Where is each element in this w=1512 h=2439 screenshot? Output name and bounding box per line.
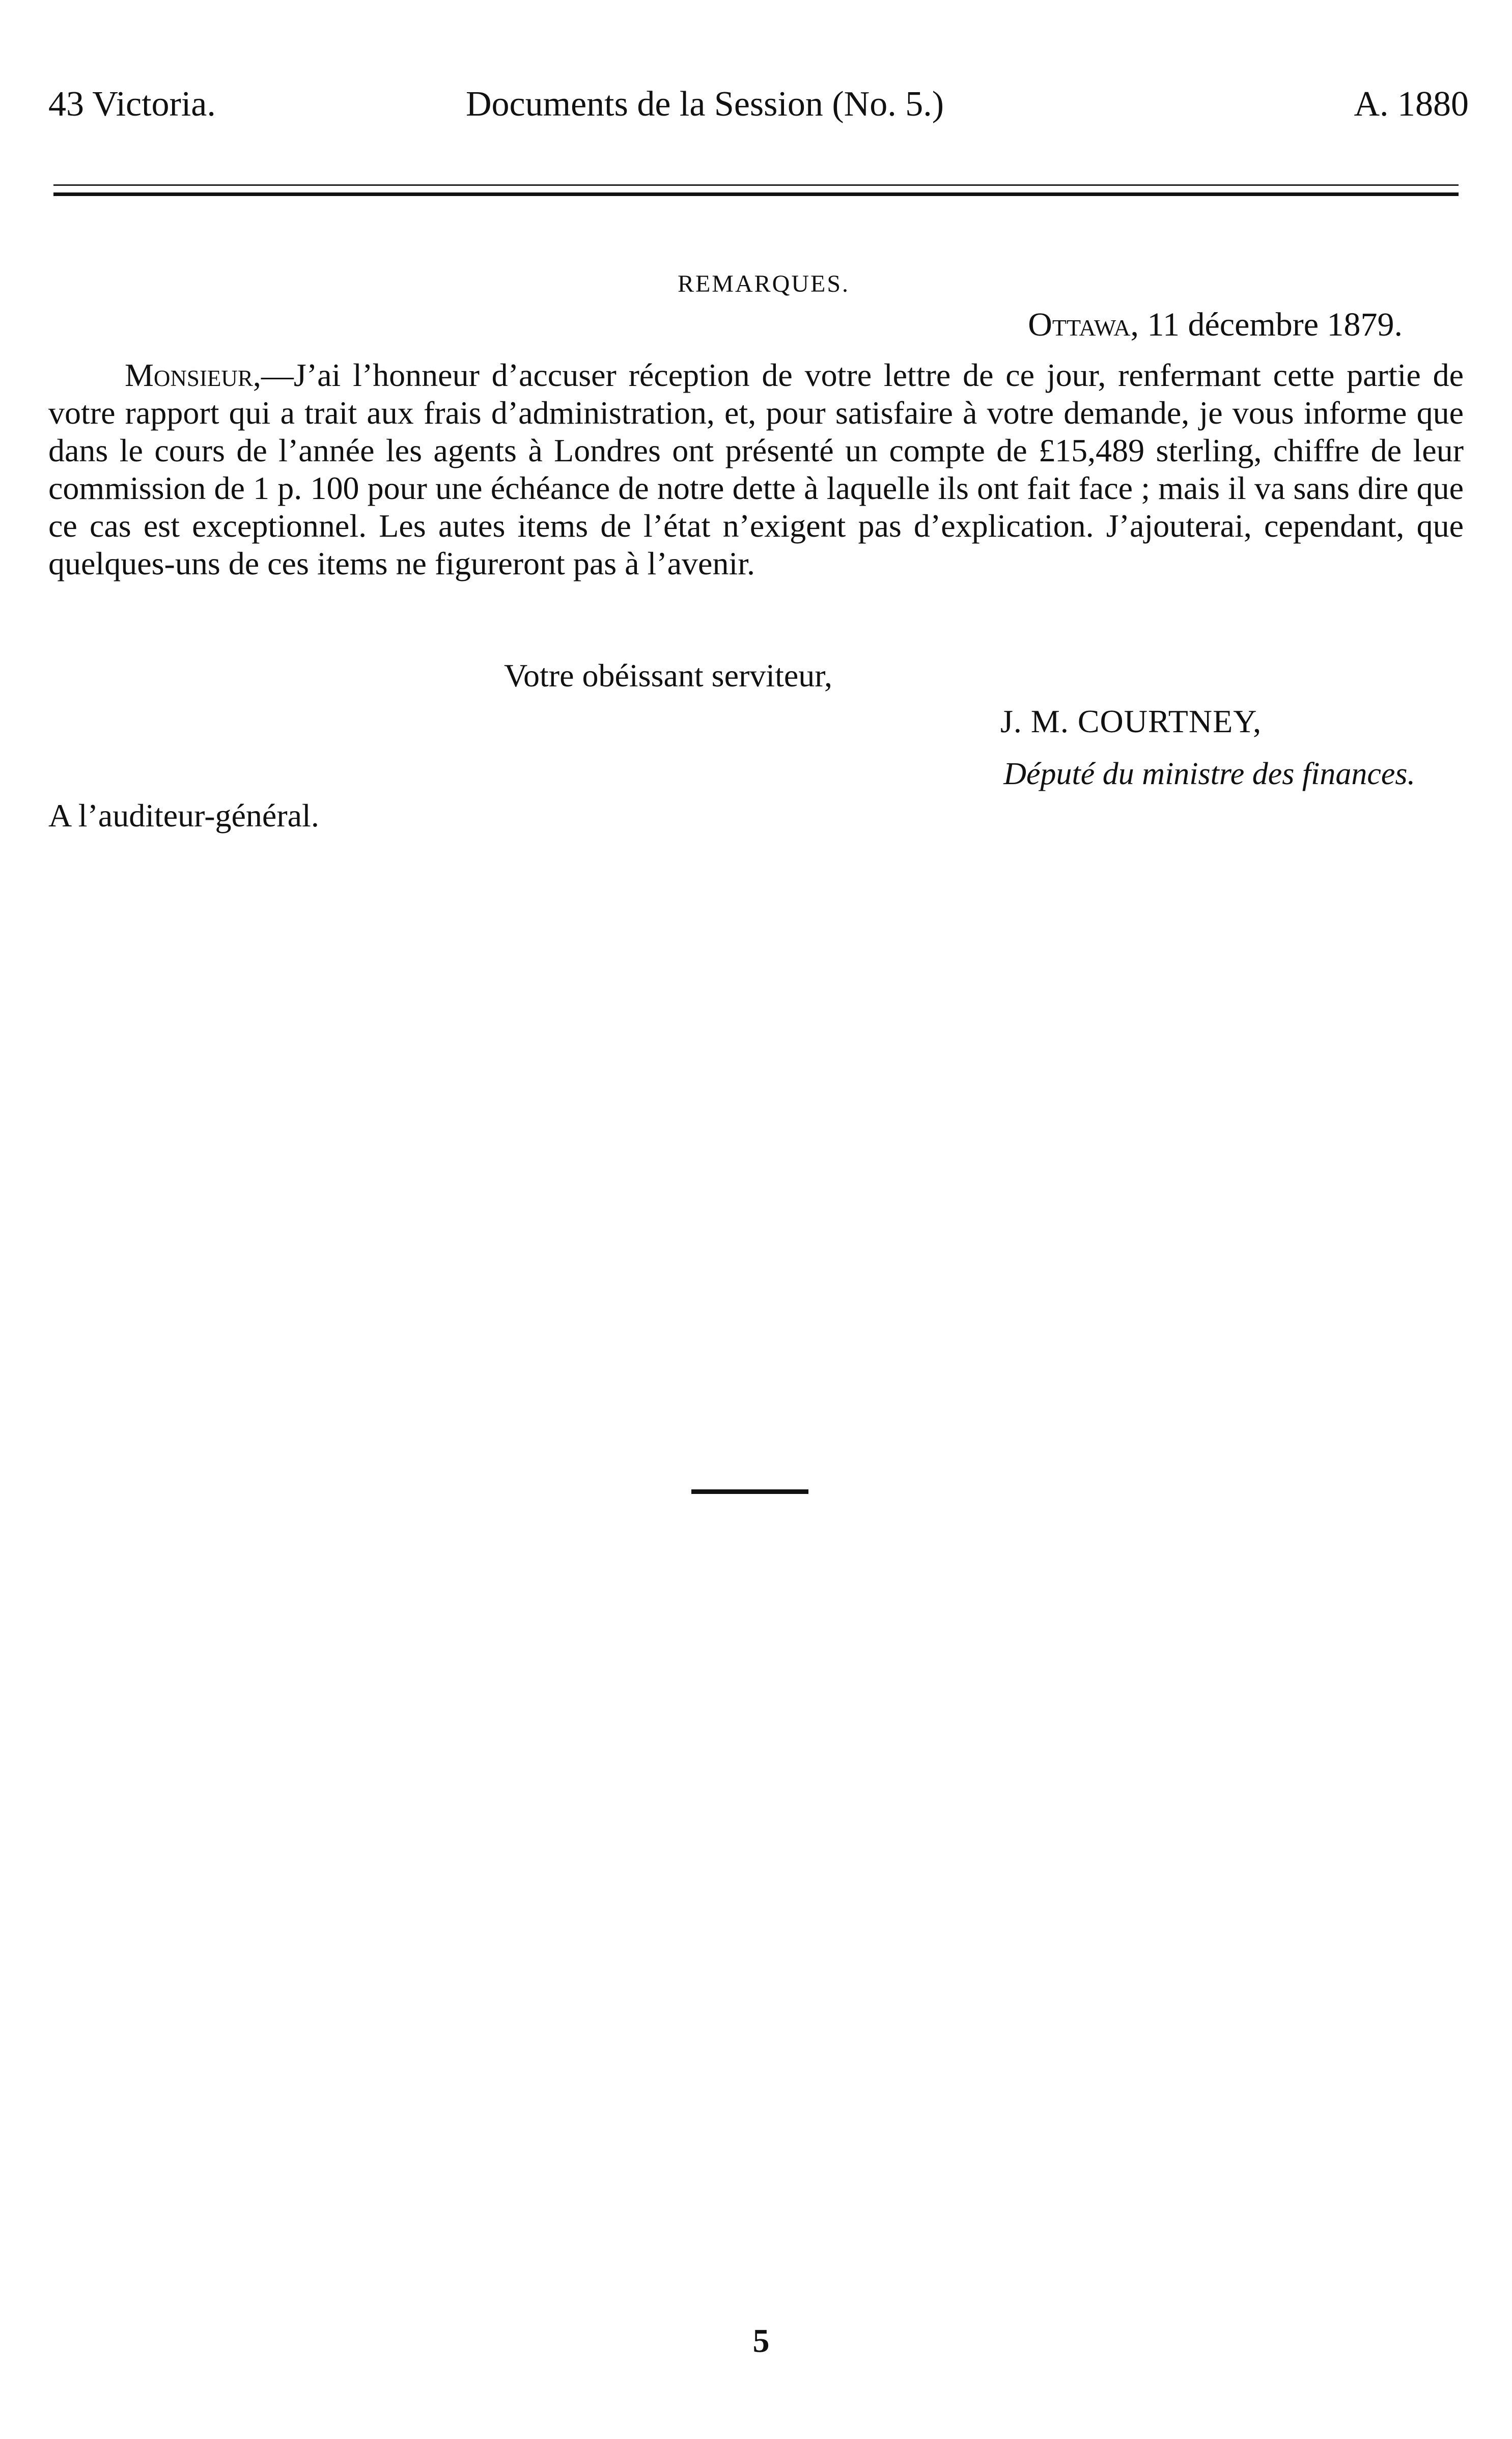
dateline-place: Ottawa, [1028,306,1139,343]
letter-body [48,356,1464,583]
header-rule-thick [53,192,1459,196]
running-header [48,84,1469,130]
section-heading: REMARQUES. [677,270,850,297]
dateline-date: 11 décembre 1879. [1147,306,1403,343]
page-number: 5 [752,2322,770,2360]
header-volume: 43 Victoria. [48,85,216,124]
salutation: Monsieur, [125,357,261,393]
letter-closing: Votre obéissant serviteur, [504,657,832,694]
signature-name: J. M. COURTNEY, [1000,703,1262,739]
header-year: A. 1880 [1354,85,1469,124]
signature-title: Député du ministre des finances. [1003,757,1415,791]
header-title: Documents de la Session (No. 5.) [466,85,944,124]
header-rule-thin [53,184,1459,186]
letter-paragraph: —J’ai l’honneur d’accuser réception de votre lettre de ce jour, renfermant cette partie de votre rapport qui a trait aux frais d’administration, et, pour satisfaire à votre demande, je vous informe que dans le cours de l’année les agents à Londres ont présenté un compte de £15,489 sterling, chiffre de leur commission de 1 p. 100 pour une échéance de notre dette à laquelle ils ont fait face ; mais il va sans dire que ce cas est exceptionnel. Les autes items de l’état n’exigent pas d’explication. J’ajouterai, cependant, que quelques-uns de ces items ne figureront pas à l’avenir. [48,357,1464,581]
section-separator [691,1489,808,1494]
addressee: A l’auditeur-général. [48,797,319,834]
dateline [1028,306,1403,344]
